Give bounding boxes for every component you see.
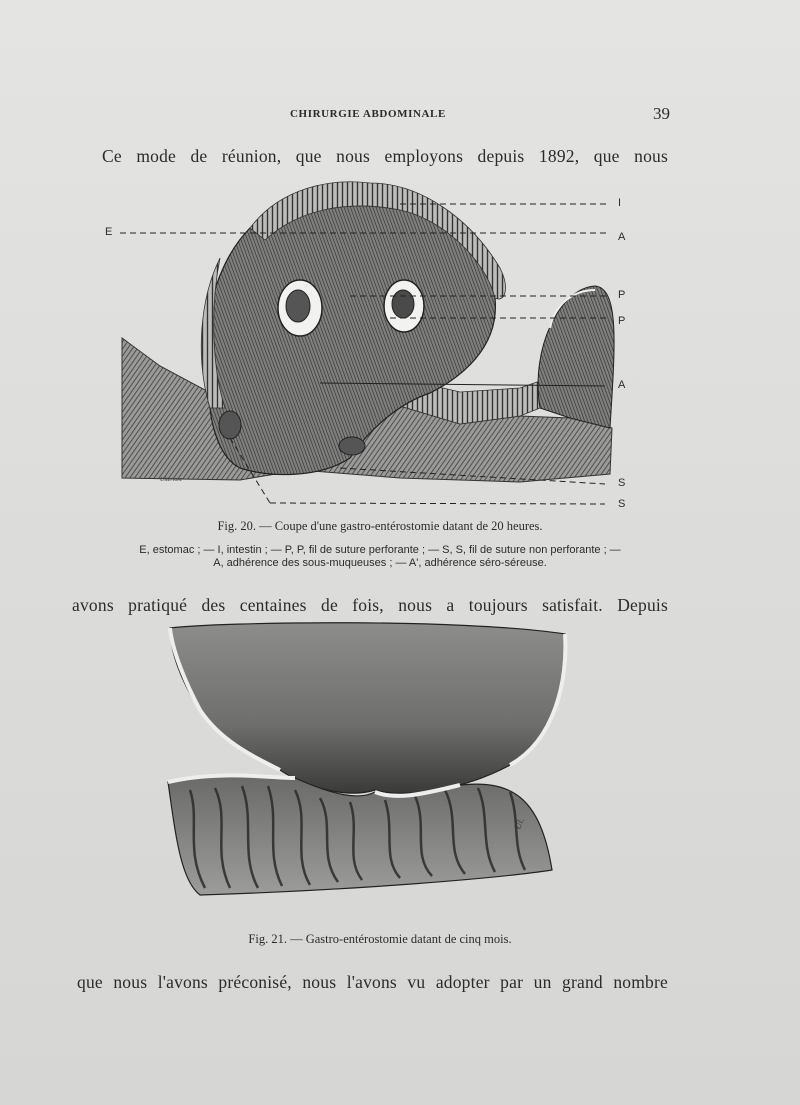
figure-20-drawing (100, 178, 640, 518)
figure-21-illustration (160, 620, 580, 920)
figure-label-a: A (618, 379, 626, 391)
figure-20-legend: A, adhérence des sous-muqueuses ; — A', adhérence séro-séreuse. (213, 557, 547, 569)
figure-label-i: I (618, 197, 622, 209)
body-text-line: que nous l'avons préconisé, nous l'avons vu adopter par un grand nombre (77, 972, 668, 992)
svg-text:Ul.: Ul. (512, 816, 526, 831)
figure-label-a: A (618, 231, 626, 243)
body-text-line: Ce mode de réunion, que nous employons depuis 1892, que nous (102, 146, 668, 166)
figure-21-caption: Fig. 21. — Gastro-entérostomie datant de cinq mois. (248, 932, 512, 946)
figure-label-e: E (105, 226, 113, 238)
figure-label-s: S (618, 477, 626, 489)
running-title: CHIRURGIE ABDOMINALE (290, 108, 446, 120)
figure-20-illustration (100, 178, 640, 518)
figure-label-p: P (618, 315, 626, 327)
figure-20-caption: Fig. 20. — Coupe d'une gastro-entérostomie datant de 20 heures. (217, 519, 543, 533)
page-number: 39 (653, 104, 670, 123)
figure-20-legend: E, estomac ; — I, intestin ; — P, P, fil de suture perforante ; — S, S, fil de suture non perforante ; — (139, 544, 621, 556)
figure-label-s: S (618, 498, 626, 510)
page-header (80, 104, 670, 128)
svg-text:Ulteriore: Ulteriore (160, 477, 183, 483)
figure-21-drawing (160, 620, 580, 920)
body-text-line: avons pratiqué des centaines de fois, nous a toujours satisfait. Depuis (72, 595, 668, 615)
figure-label-p: P (618, 289, 626, 301)
